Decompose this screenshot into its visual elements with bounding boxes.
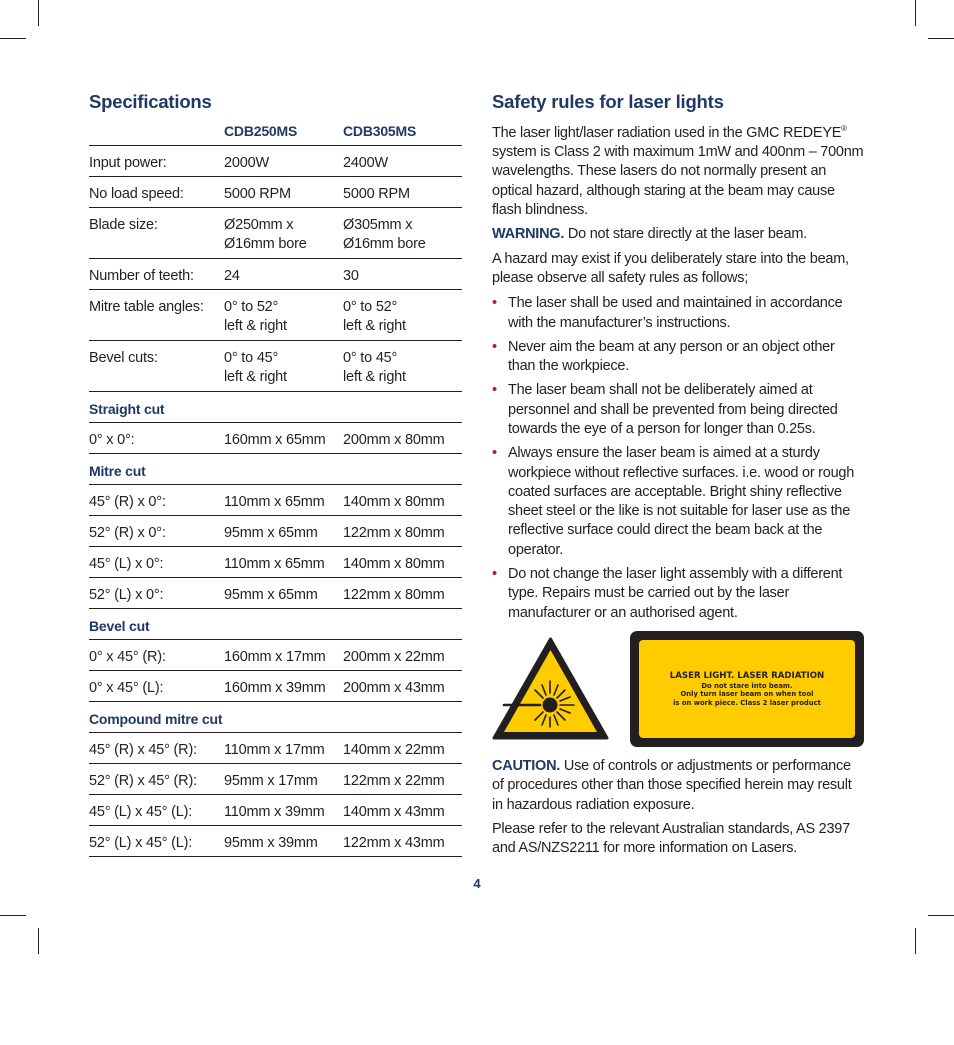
bullet-icon: • — [492, 338, 497, 355]
cell-line: 2400W — [343, 155, 388, 171]
section-header-row — [89, 454, 462, 485]
table-row — [89, 640, 462, 671]
value-cdb250ms — [224, 341, 343, 392]
value-cdb305ms — [343, 485, 462, 516]
cell-line: 30 — [343, 268, 359, 284]
row-label: Input power: — [89, 146, 224, 177]
value-cdb250ms — [224, 146, 343, 177]
value-cdb305ms — [343, 290, 462, 341]
crop-mark — [928, 38, 954, 39]
cell-line: 24 — [224, 268, 240, 284]
crop-mark — [0, 38, 26, 39]
column-header-label — [89, 116, 224, 146]
value-cdb305ms — [343, 733, 462, 764]
table-row — [89, 733, 462, 764]
value-cdb250ms — [224, 259, 343, 290]
cell-line: 95mm x 65mm — [224, 525, 318, 541]
row-label: 45° (R) x 45° (R): — [89, 733, 224, 764]
rule-text: The laser beam shall not be deliberately aimed at personnel and shall be prevented from being directed towards the eye of a person for longer than 0.25s. — [508, 382, 838, 437]
cell-line: 110mm x 65mm — [224, 494, 325, 510]
cell-line: 5000 RPM — [224, 186, 291, 202]
value-cdb250ms — [224, 795, 343, 826]
intro-text: The laser light/laser radiation used in the GMC REDEYE — [492, 124, 842, 141]
column-header-cdb305ms: CDB305MS — [343, 116, 462, 146]
crop-mark — [915, 0, 916, 26]
table-row — [89, 516, 462, 547]
cell-line: 95mm x 17mm — [224, 773, 318, 789]
page-number: 4 — [473, 876, 481, 891]
rule-text: The laser shall be used and maintained in accordance with the manufacturer’s instructions. — [508, 295, 843, 331]
cell-line: Ø250mm x — [224, 217, 294, 233]
cell-line: left & right — [224, 318, 287, 334]
safety-section — [492, 88, 864, 863]
value-cdb250ms — [224, 671, 343, 702]
cell-line: 110mm x 39mm — [224, 804, 325, 820]
cell-line: 110mm x 17mm — [224, 742, 325, 758]
table-row — [89, 764, 462, 795]
laser-radiation-warning-icon — [492, 637, 609, 741]
specifications-section — [89, 88, 462, 857]
bullet-icon: • — [492, 445, 497, 462]
table-row — [89, 423, 462, 454]
cell-line: 0° to 45° — [343, 350, 398, 366]
section-title: Straight cut — [89, 392, 462, 423]
table-row — [89, 578, 462, 609]
caution-text: Use of controls or adjustments or performance of procedures other than those specified herein may result in hazardous radiation exposure. — [492, 757, 852, 813]
cell-line: Ø16mm bore — [343, 236, 426, 252]
cell-line: 160mm x 39mm — [224, 680, 326, 696]
bullet-icon: • — [492, 566, 497, 583]
specifications-table-body — [89, 116, 462, 857]
row-label: 45° (R) x 0°: — [89, 485, 224, 516]
value-cdb250ms — [224, 733, 343, 764]
cell-line: 95mm x 65mm — [224, 587, 318, 603]
value-cdb250ms — [224, 290, 343, 341]
caution-paragraph — [492, 757, 864, 815]
section-header-row — [89, 702, 462, 733]
value-cdb250ms — [224, 764, 343, 795]
list-item — [492, 338, 864, 377]
value-cdb250ms — [224, 208, 343, 259]
value-cdb305ms — [343, 826, 462, 857]
row-label: Blade size: — [89, 208, 224, 259]
cell-line: Ø16mm bore — [224, 236, 307, 252]
bullet-icon: • — [492, 382, 497, 399]
row-label: 52° (L) x 0°: — [89, 578, 224, 609]
value-cdb250ms — [224, 547, 343, 578]
table-row — [89, 177, 462, 208]
registered-mark: ® — [841, 124, 847, 133]
value-cdb305ms — [343, 177, 462, 208]
laser-label-line: Only turn laser beam on when tool — [680, 690, 814, 699]
value-cdb305ms — [343, 259, 462, 290]
crop-mark — [915, 928, 916, 954]
column-header-cdb250ms: CDB250MS — [224, 116, 343, 146]
table-row — [89, 671, 462, 702]
value-cdb305ms — [343, 795, 462, 826]
laser-label-title: LASER LIGHT. LASER RADIATION — [669, 670, 825, 681]
table-row — [89, 259, 462, 290]
crop-mark — [0, 915, 26, 916]
cell-line: left & right — [224, 369, 287, 385]
cell-line: 160mm x 17mm — [224, 649, 326, 665]
row-label: 52° (R) x 45° (R): — [89, 764, 224, 795]
crop-mark — [928, 915, 954, 916]
rule-text: Do not change the laser light assembly with a different type. Repairs must be carried out by the laser manufacturer or an authorised agent. — [508, 566, 843, 621]
bullet-icon: • — [492, 295, 497, 312]
value-cdb305ms — [343, 764, 462, 795]
intro-text-cont: system is Class 2 with maximum 1mW and 400nm – 700nm wavelengths. These lasers do not normally present an optical hazard, although staring at the beam may cause flash blindness. — [492, 144, 864, 219]
cell-line: 0° to 52° — [343, 299, 398, 315]
cell-line: 200mm x 43mm — [343, 680, 445, 696]
value-cdb305ms — [343, 341, 462, 392]
rule-text: Never aim the beam at any person or an object other than the workpiece. — [508, 338, 835, 375]
row-label: Bevel cuts: — [89, 341, 224, 392]
table-row — [89, 485, 462, 516]
crop-mark — [38, 928, 39, 954]
row-label: 52° (R) x 0°: — [89, 516, 224, 547]
value-cdb250ms — [224, 485, 343, 516]
value-cdb250ms — [224, 578, 343, 609]
cell-line: 140mm x 80mm — [343, 556, 445, 572]
cell-line: 140mm x 43mm — [343, 804, 445, 820]
crop-mark — [38, 0, 39, 26]
section-header-row — [89, 609, 462, 640]
warning-text: Do not stare directly at the laser beam. — [564, 226, 807, 243]
section-title: Bevel cut — [89, 609, 462, 640]
table-row — [89, 208, 462, 259]
cell-line: 0° to 45° — [224, 350, 279, 366]
hazard-paragraph: A hazard may exist if you deliberately stare into the beam, please observe all safety rules as follows; — [492, 250, 849, 286]
row-label: 0° x 45° (L): — [89, 671, 224, 702]
warning-paragraph — [492, 225, 864, 244]
row-label: Mitre table angles: — [89, 290, 224, 341]
value-cdb250ms — [224, 423, 343, 454]
laser-warning-label-inner — [639, 640, 855, 738]
table-row — [89, 547, 462, 578]
value-cdb305ms — [343, 640, 462, 671]
row-label: 45° (L) x 0°: — [89, 547, 224, 578]
table-header-row — [89, 116, 462, 146]
cell-line: 110mm x 65mm — [224, 556, 325, 572]
list-item — [492, 381, 864, 439]
cell-line: 200mm x 80mm — [343, 432, 445, 448]
cell-line: 2000W — [224, 155, 269, 171]
standards-paragraph: Please refer to the relevant Australian standards, AS 2397 and AS/NZS2211 for more information on Lasers. — [492, 820, 850, 857]
row-label: 0° x 0°: — [89, 423, 224, 454]
cell-line: left & right — [343, 369, 406, 385]
specifications-table — [89, 116, 462, 857]
section-title: Compound mitre cut — [89, 702, 462, 733]
list-item — [492, 565, 864, 623]
cell-line: 122mm x 22mm — [343, 773, 445, 789]
value-cdb250ms — [224, 516, 343, 547]
row-label: No load speed: — [89, 177, 224, 208]
table-row — [89, 146, 462, 177]
value-cdb250ms — [224, 826, 343, 857]
laser-label-line: Do not stare into beam. — [701, 681, 793, 690]
row-label: Number of teeth: — [89, 259, 224, 290]
warning-signs — [492, 631, 864, 757]
value-cdb305ms — [343, 516, 462, 547]
safety-intro — [492, 119, 864, 220]
cell-line: Ø305mm x — [343, 217, 413, 233]
table-row — [89, 795, 462, 826]
section-header-row — [89, 392, 462, 423]
cell-line: 160mm x 65mm — [224, 432, 326, 448]
cell-line: 5000 RPM — [343, 186, 410, 202]
caution-label: CAUTION. — [492, 757, 561, 774]
cell-line: 0° to 52° — [224, 299, 279, 315]
value-cdb305ms — [343, 208, 462, 259]
value-cdb305ms — [343, 671, 462, 702]
table-row — [89, 826, 462, 857]
row-label: 0° x 45° (R): — [89, 640, 224, 671]
cell-line: 140mm x 80mm — [343, 494, 445, 510]
value-cdb305ms — [343, 578, 462, 609]
table-row — [89, 341, 462, 392]
specifications-title: Specifications — [89, 91, 212, 112]
cell-line: 140mm x 22mm — [343, 742, 445, 758]
laser-warning-label — [630, 631, 864, 747]
section-title: Mitre cut — [89, 454, 462, 485]
cell-line: left & right — [343, 318, 406, 334]
value-cdb305ms — [343, 547, 462, 578]
safety-rules-list — [492, 294, 864, 623]
value-cdb250ms — [224, 177, 343, 208]
table-row — [89, 290, 462, 341]
cell-line: 122mm x 80mm — [343, 587, 445, 603]
row-label: 45° (L) x 45° (L): — [89, 795, 224, 826]
cell-line: 122mm x 43mm — [343, 835, 445, 851]
cell-line: 122mm x 80mm — [343, 525, 445, 541]
value-cdb305ms — [343, 423, 462, 454]
cell-line: 200mm x 22mm — [343, 649, 445, 665]
laser-label-line: is on work piece. Class 2 laser product — [673, 698, 821, 707]
value-cdb305ms — [343, 146, 462, 177]
cell-line: 95mm x 39mm — [224, 835, 318, 851]
list-item — [492, 444, 864, 560]
warning-label: WARNING. — [492, 226, 565, 243]
value-cdb250ms — [224, 640, 343, 671]
rule-text: Always ensure the laser beam is aimed at a sturdy workpiece without reflective surfaces. i.e. wood or rough coated surfaces are acceptable. Bright shiny reflective sheet steel or the like is not suitable for laser use as the reflective surface could direct the beam back at the operator. — [508, 445, 855, 558]
row-label: 52° (L) x 45° (L): — [89, 826, 224, 857]
safety-title: Safety rules for laser lights — [492, 91, 724, 112]
list-item — [492, 294, 864, 333]
